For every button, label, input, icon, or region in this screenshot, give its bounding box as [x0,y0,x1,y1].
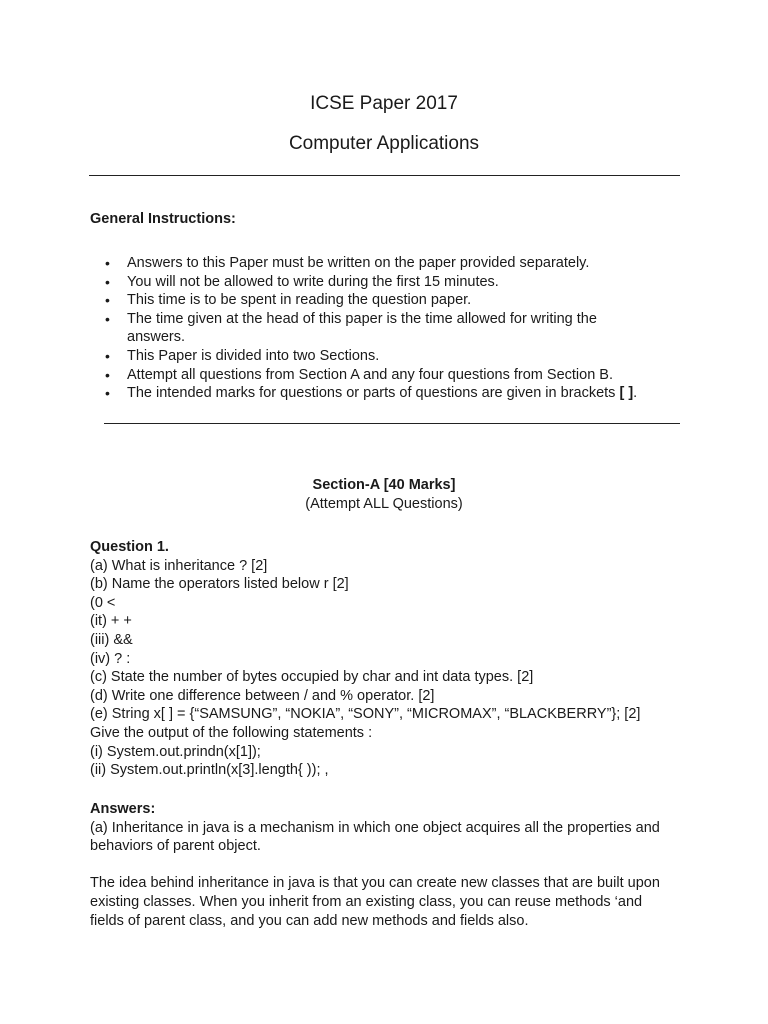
header-divider [89,175,680,176]
paragraph-spacer [90,856,675,875]
question-line: (it) + + [90,613,132,630]
instruction-item: • Answers to this Paper must be written on the paper provided separately. [90,254,650,273]
section-note: (Attempt ALL Questions) [305,496,463,512]
answer-paragraph: (a) Inheritance in java is a mechanism in which one object acquires all the properties and behaviors of parent object. [90,819,660,855]
question-1 [90,538,680,780]
paper-title: ICSE Paper 2017 [310,93,458,114]
question-line: (c) State the number of bytes occupied by char and int data types. [2] [90,669,534,686]
question-line: (iv) ? : [90,650,131,667]
instructions-list [90,254,650,403]
answers [90,800,675,930]
question-line: (i) System.out.prindn(x[1]); [90,743,261,760]
answers-heading: Answers: [90,801,156,817]
question-heading: Question 1. [90,539,169,555]
question-line: (d) Write one difference between / and % operator. [2] [90,687,435,704]
question-line: (iii) && [90,631,133,648]
instruction-item: • You will not be allowed to write during the first 15 minutes. [90,273,650,292]
question-line: (e) String x[ ] = {“SAMSUNG”, “NOKIA”, “SONY”, “MICROMAX”, “BLACKBERRY”}; [2] [90,706,641,723]
instructions-heading: General Instructions: [90,211,236,227]
instructions-divider [104,423,680,424]
brackets-marker: [ ] [619,385,634,402]
instruction-item: • Attempt all questions from Section A and any four questions from Section B. [90,366,650,385]
question-line: (a) What is inheritance ? [2] [90,557,268,574]
section-title: Section-A [40 Marks] [312,477,456,493]
question-line: (b) Name the operators listed below r [2] [90,576,349,593]
question-line: Give the output of the following statements : [90,724,373,741]
answer-paragraph: The idea behind inheritance in java is that you can create new classes that are built upon existing classes. When you inherit from an existing class, you can reuse methods ‘and fields of parent class, and you can add new methods and fields also. [90,875,660,929]
instruction-item: • The intended marks for questions or parts of questions are given in brackets [ ]. [90,384,650,403]
question-line: (0 < [90,594,116,611]
paper-subtitle: Computer Applications [288,133,480,154]
instruction-item: • This Paper is divided into two Sections. [90,347,650,366]
question-line: (ii) System.out.println(x[3].length{ )); , [90,762,329,779]
instruction-item: • This time is to be spent in reading the question paper. [90,291,650,310]
instruction-item: • The time given at the head of this paper is the time allowed for writing the answers. [90,310,650,347]
